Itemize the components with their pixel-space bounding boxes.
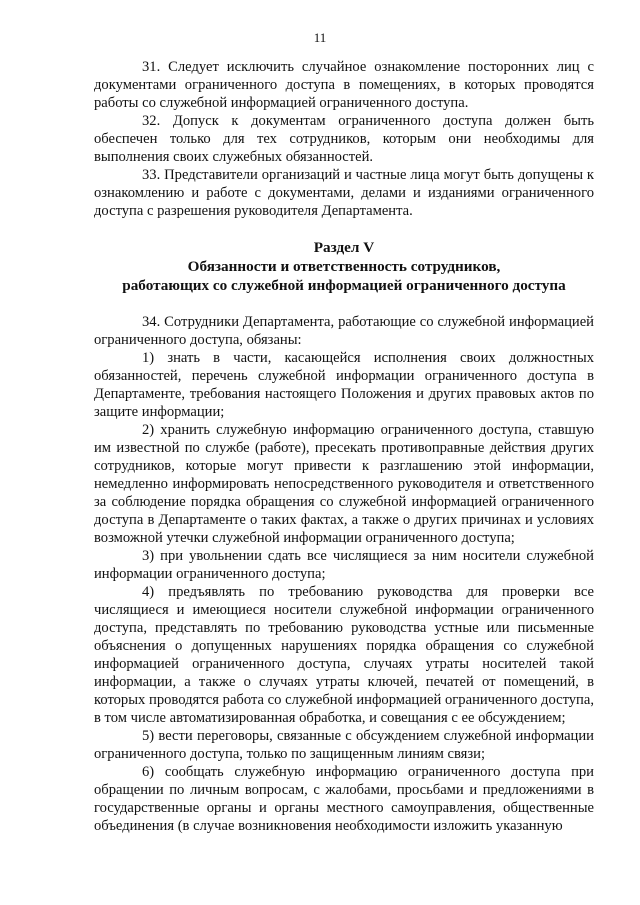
- item-6: 6) сообщать служебную информацию ограниченного доступа при обращении по личным вопросам, с жалобами, просьбами и предложениями в государственные органы и органы местного самоуправления, общественные объединения (в случае возникновения необходимости изложить указанную: [94, 764, 594, 834]
- paragraph-32: 32. Допуск к документам ограниченного доступа должен быть обеспечен только для тех сотрудников, которым они необходимы для выполнения своих служебных обязанностей.: [94, 113, 594, 165]
- paragraph-34: 34. Сотрудники Департамента, работающие со служебной информацией ограниченного доступа, обязаны:: [94, 314, 594, 348]
- document-body: [94, 58, 594, 835]
- paragraph-31: 31. Следует исключить случайное ознакомление посторонних лиц с документами ограниченного доступа в помещениях, в которых проводятся работы со служебной информацией ограниченного доступа.: [94, 59, 594, 111]
- section-title-line2: работающих со служебной информацией ограниченного доступа: [122, 277, 566, 294]
- spacer: [94, 295, 594, 313]
- item-4: 4) предъявлять по требованию руководства для проверки все числящиеся и имеющиеся носители служебной информации ограниченного доступа, представлять по требованию руководства устные или письменные объяснения о допущенных нарушениях порядка обращения со служебной информацией ограниченного доступа, случаях утраты носителей такой информации, а также о случаях утраты ключей, печатей от помещений, в которых проводятся работа со служебной информацией ограниченного доступа, в том числе автоматизированная обработка, и совещания с ее обсуждением;: [94, 584, 594, 726]
- section-heading: [94, 238, 594, 295]
- paragraph-33: 33. Представители организаций и частные лица могут быть допущены к ознакомлению и работе с документами, делами и изданиями ограниченного доступа с разрешения руководителя Департамента.: [94, 167, 594, 219]
- item-5: 5) вести переговоры, связанные с обсуждением служебной информации ограниченного доступа, только по защищенным линиям связи;: [94, 728, 594, 762]
- page-number: 11: [313, 30, 327, 45]
- item-2: 2) хранить служебную информацию ограниченного доступа, ставшую им известной по службе (работе), пресекать противоправные действия других сотрудников, которые могут привести к разглашению этой информации, немедленно информировать непосредственного руководителя и ответственного за соблюдение порядка обращения со служебной информацией ограниченного доступа в Департаменте о таких фактах, а также о других причинах и условиях возможной утечки служебной информации ограниченного доступа;: [94, 422, 594, 546]
- section-title-line1: Обязанности и ответственность сотрудников,: [187, 258, 501, 275]
- item-1: 1) знать в части, касающейся исполнения своих должностных обязанностей, перечень служебной информации ограниченного доступа в Департаменте, требования настоящего Положения и других правовых актов по защите информации;: [94, 350, 594, 420]
- item-3: 3) при увольнении сдать все числящиеся за ним носители служебной информации ограниченного доступа;: [94, 548, 594, 582]
- section-number: Раздел V: [313, 239, 375, 256]
